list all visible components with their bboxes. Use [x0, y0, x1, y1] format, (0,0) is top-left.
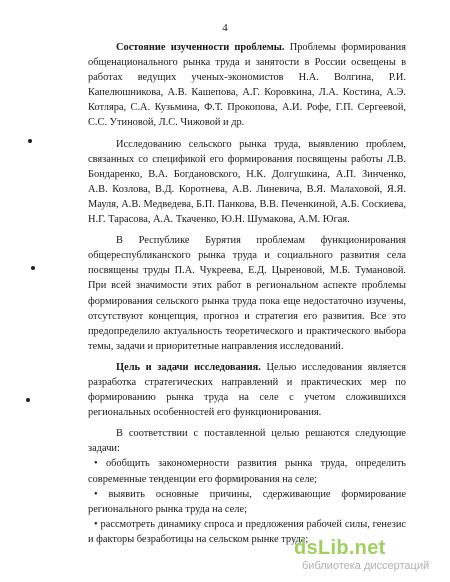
paragraph-rural-labor-research: Исследованию сельского рынка труда, выявлению проблем, связанных со спецификой его формирования посвящены работы Л.В. Бондаренко, В.А. Богдановского, Н.К. Долгушкина, А.П. Зинченко, А.В. Козлова, В.Д. Коротнева, А.В. Линевича, В.Я. Малаховой, Я.Я. Мауля, А.В. Медведева, Б.П. Панкова, В.В. Печенкиной, А.Б. Соскиева, Н.Г. Тарасова, А.А. Ткаченко, Ю.Н. Шумакова, А.М. Югая.	[88, 138, 406, 226]
page-number: 4	[222, 22, 228, 34]
watermark-logo: dsLib.net	[294, 537, 386, 559]
paragraph-buryatia-research: В Республике Бурятия проблемам функционирования общереспубликанского рынка труда и социального развития села посвящены труды П.А. Чукреева, Е.Д. Цыреновой, М.Б. Тумановой. При всей значимости этих работ в региональном аспекте проблемы формирования сельского рынка труда пока еще недостаточно изучены, отсутствуют концепция, прогноз и стратегия его развития. Все это предопределило актуальность теоретического и практического выбора темы, задачи и приоритетные направления исследований.	[88, 235, 406, 352]
watermark-subtitle: библиотека диссертаций	[302, 560, 430, 572]
scan-mark	[28, 139, 32, 143]
page-body	[88, 40, 406, 547]
paragraph-goal-and-tasks	[88, 360, 406, 420]
watermark	[294, 537, 444, 575]
paragraph-heading: Состояние изученности проблемы.	[116, 42, 285, 53]
paragraph-state-of-research	[88, 40, 406, 131]
scan-mark	[31, 266, 35, 270]
paragraph-text: Проблемы формирования общенационального рынка труда и занятости в России освещены в работах ведущих ученых-экономистов Н.А. Волгина, Р.И. Капелюшникова, А.В. Кашепова, А.Г. Коровкина, Л.А. Костина, А.Э. Котляра, С.А. Кузьмина, Ф.Т. Прокопова, А.И. Рофе, Г.П. Сергеевой, С.С. Утиновой, Л.С. Чижовой и др.	[88, 42, 406, 129]
paragraph-heading: Цель и задачи исследования.	[116, 361, 261, 373]
paragraph-tasks-intro: В соответствии с поставленной целью решаются следующие задачи:	[88, 428, 406, 455]
list-item: • рассмотреть динамику спроса и предложения рабочей силы, генезис и факторы безработицы на сельском рынке труда;	[88, 518, 406, 545]
list-item: • обобщить закономерности развития рынка труда, определить современные тенденции его формирования на селе;	[88, 458, 406, 485]
scan-mark	[26, 398, 30, 402]
list-item: • выявить основные причины, сдерживающие формирование регионального рынка труда на селе;	[88, 488, 406, 515]
paragraph-text: Целью исследования является разработка стратегических направлений и практических мер по формированию рынка труда на селе с учетом сложившихся региональных особенностей его функционирования.	[88, 361, 406, 419]
